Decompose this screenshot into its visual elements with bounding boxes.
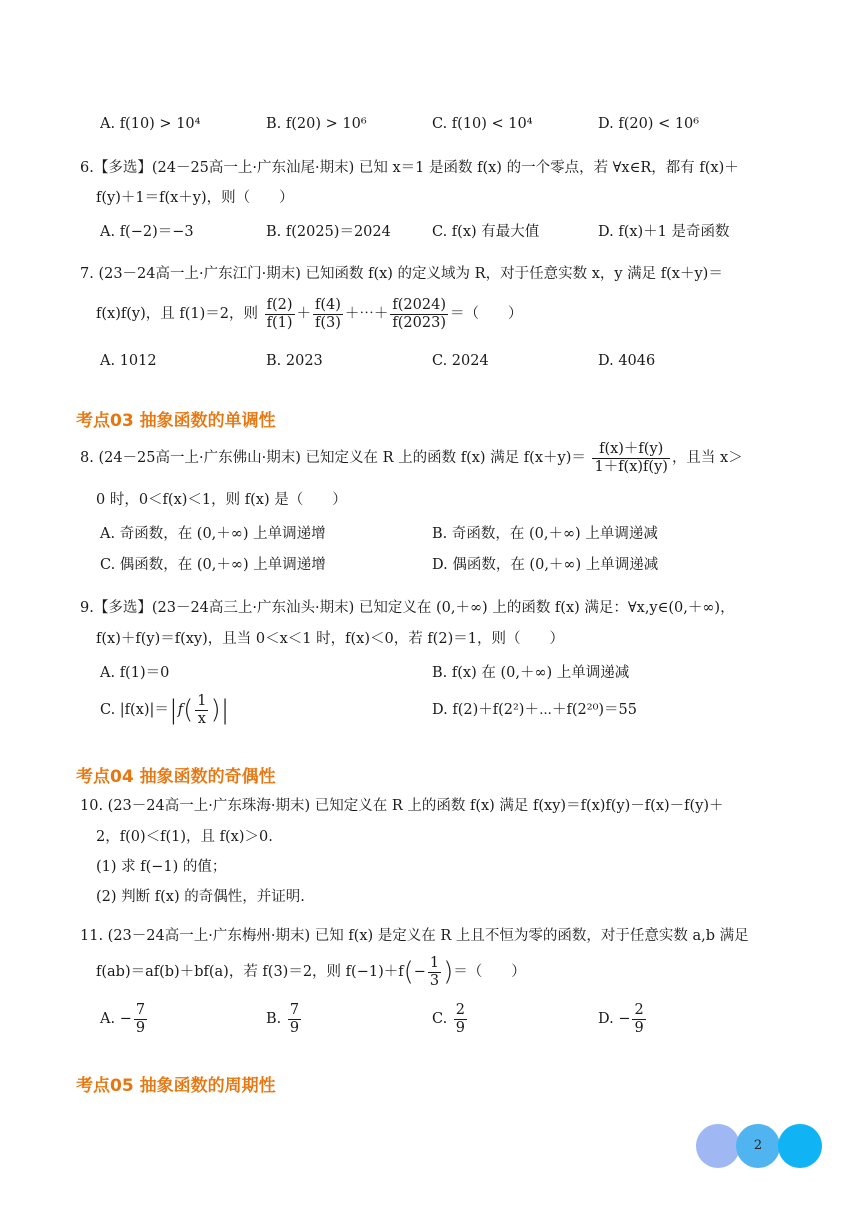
q9-optc-fraction <box>195 693 208 728</box>
q11-optd-sign: − <box>618 1011 631 1027</box>
q9-optc-paren-left: ( <box>183 695 194 725</box>
page-circle-right <box>778 1124 822 1168</box>
q11-opta-den: 9 <box>135 1019 146 1036</box>
q7-stem-line1: 7. (23－24高一上·广东江门·期末) 已知函数 f(x) 的定义域为 R，对于任意实数 x，y 满足 f(x＋y)＝ <box>80 266 723 282</box>
q5-option-b: B. f(20) > 10⁶ <box>266 116 367 132</box>
q5-option-a: A. f(10) > 10⁴ <box>100 116 201 132</box>
q8-stem-line2: 0 时，0＜f(x)＜1，则 f(x) 是（ ） <box>96 492 347 508</box>
q7-fraction-1 <box>265 297 295 332</box>
q11-paren-left: ( <box>403 957 414 987</box>
q7-line2-pre: f(x)f(y)，且 f(1)＝2，则 <box>96 306 258 322</box>
q7-fraction-3 <box>390 297 448 332</box>
q11-opta-fraction <box>134 1002 147 1037</box>
q11-option-b <box>266 1001 303 1037</box>
q11-optc-num: 2 <box>455 1001 466 1018</box>
page-number-badge <box>696 1124 826 1168</box>
q7-line2-post: ＝（ ） <box>450 306 523 322</box>
q8-line1-pre: 8. (24－25高一上·广东佛山·期末) 已知定义在 R 上的函数 f(x) 满足 f(x＋y)＝ <box>80 450 586 466</box>
q7-frac3-den: f(2023) <box>392 314 446 331</box>
q9-option-c <box>100 692 229 728</box>
q11-line2-post: ＝（ ） <box>453 964 526 980</box>
q11-optd-num: 2 <box>634 1001 644 1018</box>
q11-option-a <box>100 1001 149 1037</box>
q7-option-a: A. 1012 <box>100 353 157 369</box>
q7-dots: ＋⋯＋ <box>344 306 389 322</box>
section-heading-04: 考点04 抽象函数的奇偶性 <box>76 767 276 787</box>
q9-optc-bar-right: | <box>220 695 230 725</box>
q5-option-c: C. f(10) < 10⁴ <box>432 116 533 132</box>
q8-option-b: B. 奇函数，在 (0,＋∞) 上单调递减 <box>432 526 658 542</box>
q8-stem-line1 <box>80 440 743 476</box>
q8-option-c: C. 偶函数，在 (0,＋∞) 上单调递增 <box>100 557 326 573</box>
q8-option-a: A. 奇函数，在 (0,＋∞) 上单调递增 <box>100 526 326 542</box>
q11-optd-label: D. <box>598 1011 614 1027</box>
q11-option-c <box>432 1001 469 1037</box>
q9-optc-paren-right: ) <box>210 695 221 725</box>
q6-option-d: D. f(x)＋1 是奇函数 <box>598 224 730 240</box>
q7-fraction-2 <box>313 297 343 332</box>
q8-fraction <box>592 441 669 476</box>
q11-stem-line2 <box>96 954 526 990</box>
q9-optc-den: x <box>197 710 206 727</box>
q11-option-d <box>598 1001 648 1037</box>
q8-frac-num: f(x)＋f(y) <box>592 441 669 459</box>
q10-stem-line2: 2，f(0)＜f(1)，且 f(x)＞0. <box>96 829 273 845</box>
q9-optc-bar-left: | <box>168 695 178 725</box>
page-circle-left <box>696 1124 740 1168</box>
q10-stem-line1: 10. (23－24高一上·广东珠海·期末) 已知定义在 R 上的函数 f(x) 满足 f(xy)＝f(x)f(y)－f(x)－f(y)＋ <box>80 798 724 814</box>
q10-part-2: (2) 判断 f(x) 的奇偶性，并证明. <box>96 889 305 905</box>
q11-frac-sign: − <box>413 964 426 980</box>
q11-optd-den: 9 <box>634 1019 644 1036</box>
q7-frac1-num: f(2) <box>266 296 293 313</box>
q11-opta-num: 7 <box>135 1001 146 1018</box>
page-number: 2 <box>753 1138 763 1153</box>
q11-optb-fraction <box>288 1002 301 1037</box>
q9-option-b: B. f(x) 在 (0,＋∞) 上单调递减 <box>432 665 630 681</box>
q9-option-d: D. f(2)＋f(2²)＋⋯＋f(2²⁰)＝55 <box>432 702 637 718</box>
q11-optb-label: B. <box>266 1011 282 1027</box>
q11-opta-label: A. <box>100 1011 116 1027</box>
q9-stem-line2: f(x)＋f(y)＝f(xy)，且当 0＜x＜1 时，f(x)＜0，若 f(2)＝1，则（ ） <box>96 631 564 647</box>
q7-option-b: B. 2023 <box>266 353 323 369</box>
q7-frac1-den: f(1) <box>266 314 293 331</box>
section-heading-05: 考点05 抽象函数的周期性 <box>76 1076 276 1096</box>
q6-option-a: A. f(−2)＝−3 <box>100 224 194 240</box>
q11-optc-fraction <box>454 1002 467 1037</box>
q7-option-c: C. 2024 <box>432 353 489 369</box>
q11-optd-fraction <box>632 1002 645 1037</box>
q11-frac-den: 3 <box>429 972 440 989</box>
q10-part-1: (1) 求 f(−1) 的值； <box>96 859 227 875</box>
q11-fraction <box>428 955 441 990</box>
q5-option-d: D. f(20) < 10⁶ <box>598 116 700 132</box>
q6-stem-line1: 6.【多选】(24－25高一上·广东汕尾·期末) 已知 x＝1 是函数 f(x) 的一个零点，若 ∀x∈R，都有 f(x)＋ <box>80 160 739 176</box>
q9-stem-line1: 9.【多选】(23－24高三上·广东汕头·期末) 已知定义在 (0,＋∞) 上的函数 f(x) 满足：∀x,y∈(0,＋∞)， <box>80 600 735 616</box>
q7-frac2-num: f(4) <box>315 296 341 313</box>
q11-stem-line1: 11. (23－24高一上·广东梅州·期末) 已知 f(x) 是定义在 R 上且不恒为零的函数，对于任意实数 a,b 满足 <box>80 928 749 944</box>
q11-optb-den: 9 <box>289 1019 300 1036</box>
q11-line2-pre: f(ab)＝af(b)＋bf(a)，若 f(3)＝2，则 f(−1)＋f <box>96 964 404 980</box>
q6-option-b: B. f(2025)＝2024 <box>266 224 391 240</box>
q11-optc-label: C. <box>432 1011 448 1027</box>
q8-frac-den: 1＋f(x)f(y) <box>594 458 668 475</box>
q9-optc-pre: C. |f(x)|＝ <box>100 702 169 718</box>
q8-option-d: D. 偶函数，在 (0,＋∞) 上单调递减 <box>432 557 659 573</box>
q7-frac2-den: f(3) <box>315 314 341 331</box>
q6-stem-line2: f(y)＋1＝f(x＋y)，则（ ） <box>96 190 294 206</box>
q9-optc-num: 1 <box>197 692 207 709</box>
q6-option-c: C. f(x) 有最大值 <box>432 224 540 240</box>
q7-frac3-num: f(2024) <box>392 296 446 313</box>
q8-line1-post: ，且当 x＞ <box>671 450 743 466</box>
q9-option-a: A. f(1)＝0 <box>100 665 170 681</box>
q11-opta-sign: − <box>119 1011 132 1027</box>
q11-optc-den: 9 <box>455 1019 466 1036</box>
q11-optb-num: 7 <box>289 1001 300 1018</box>
q11-frac-num: 1 <box>429 954 440 971</box>
q9-optc-f: f <box>177 702 184 718</box>
q7-option-d: D. 4046 <box>598 353 656 369</box>
q7-stem-line2: f(x)f(y)，且 f(1)＝2，则 $\frac{f(2)}{f(1)}$ ＋ $\frac{f(4)}{f(3)}$ ＋⋯＋ $\frac{f(2024)}{f(2023)}$ ＝（ ） <box>96 296 523 331</box>
section-heading-03: 考点03 抽象函数的单调性 <box>76 411 276 431</box>
q11-paren-right: ) <box>443 957 454 987</box>
